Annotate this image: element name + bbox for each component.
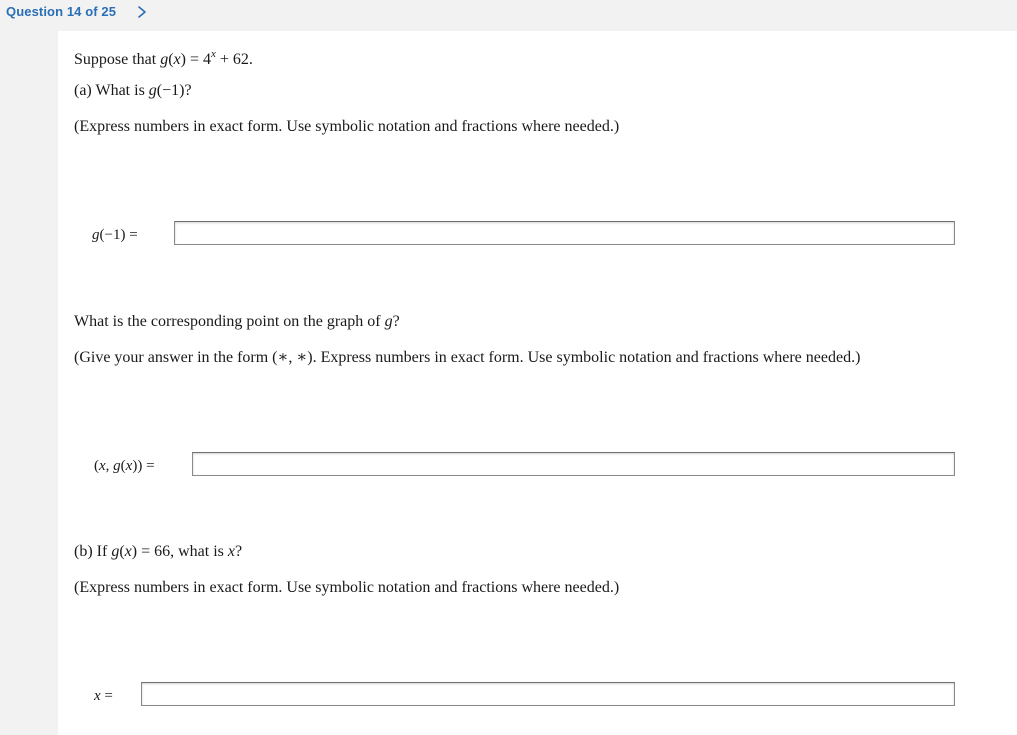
point-question-prefix: What is the corresponding point on the graph of xyxy=(74,313,385,330)
part-b-prefix: (b) If xyxy=(74,543,112,560)
field-x-label xyxy=(94,686,113,706)
problem-statement xyxy=(74,44,253,70)
part-a-question xyxy=(74,81,192,101)
point-answer-input[interactable] xyxy=(192,452,955,476)
field2-suffix: )) = xyxy=(132,458,155,474)
field-g-neg1-label xyxy=(92,225,138,245)
point-question-func: g xyxy=(384,313,393,330)
intro-func: g xyxy=(160,51,169,68)
question-panel xyxy=(58,31,1017,735)
part-b-open: ( xyxy=(119,543,125,560)
intro-var: x xyxy=(173,51,181,68)
point-question xyxy=(74,312,400,332)
chevron-right-icon[interactable] xyxy=(135,4,149,20)
intro-exponent: x xyxy=(211,48,216,60)
part-a-func: g xyxy=(148,82,157,99)
x-answer-input[interactable] xyxy=(141,682,955,706)
point-question-suffix: ? xyxy=(392,313,400,330)
intro-eq: = 4 xyxy=(185,51,212,68)
field3-suffix: = xyxy=(100,688,113,704)
field1-func: g xyxy=(92,227,100,243)
part-a-prefix: (a) What is xyxy=(74,82,149,99)
field2-var2: x xyxy=(125,458,133,474)
field2-comma: , xyxy=(105,458,114,474)
question-header xyxy=(0,0,1017,28)
part-b-func: g xyxy=(111,543,120,560)
point-instructions: (Give your answer in the form (∗, ∗). Express numbers in exact form. Use symbolic notation and fractions where needed.) xyxy=(74,349,861,366)
part-a-instructions: (Express numbers in exact form. Use symbolic notation and fractions where needed.) xyxy=(74,118,620,135)
field3-var: x xyxy=(94,688,101,704)
field2-open: ( xyxy=(94,458,99,474)
part-b-suffix: ? xyxy=(234,543,243,560)
g-neg1-answer-input[interactable] xyxy=(174,221,955,245)
field-point-label xyxy=(94,456,155,476)
question-counter: Question 14 of 25 xyxy=(6,4,117,19)
intro-open: ( xyxy=(168,51,174,68)
part-b-instructions: (Express numbers in exact form. Use symbolic notation and fractions where needed.) xyxy=(74,579,620,596)
field1-suffix: (−1) = xyxy=(99,227,138,243)
part-b-question xyxy=(74,542,242,562)
part-a-suffix: (−1)? xyxy=(156,82,192,99)
part-b-mid: ) = 66, what is xyxy=(131,543,228,560)
field2-func: g xyxy=(113,458,121,474)
part-b-var2: x xyxy=(227,543,235,560)
intro-close: ) xyxy=(180,51,186,68)
intro-prefix: Suppose that xyxy=(74,51,161,68)
intro-suffix: + 62. xyxy=(215,51,253,68)
field2-var: x xyxy=(99,458,106,474)
field2-open2: ( xyxy=(120,458,126,474)
part-b-var: x xyxy=(124,543,132,560)
